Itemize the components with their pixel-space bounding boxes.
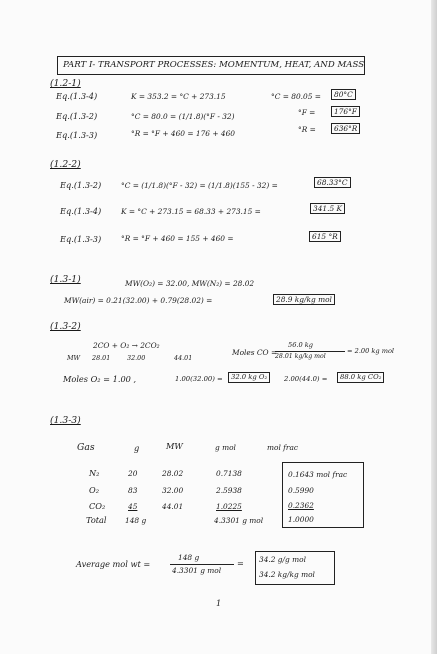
s5-header-g: g [134,443,140,453]
s5-avg-equals: = [237,558,244,568]
s1-row1-left: °C = 80.05 = [271,92,321,101]
s2-row3-answer: 615 °R [309,231,341,242]
s4-moles-co-result: = 2.00 kg mol [347,347,395,355]
s1-row2-expr: °C = 80.0 = (1/1.8)(°F - 32) [131,112,235,121]
s4-moles-co-den: 28.01 kg/kg mol [275,353,326,360]
s5-avg-answer-2: 34.2 kg/kg mol [259,570,315,579]
s3-line2: MW(air) = 0.21(32.00) + 0.79(28.02) = [64,296,213,305]
s5-row2-molfrac: 0.5990 [288,486,314,495]
s4-co2-expr: 2.00(44.0) = [284,375,328,383]
problem-label-3: (1.3-1) [50,274,81,285]
s4-mw-o2: 32.00 [127,354,146,362]
s5-row3-mw: 44.01 [162,502,184,511]
s1-row1-answer: 80°C [331,89,356,100]
s5-row2-mw: 32.00 [162,486,184,495]
s2-row2-eq: Eq.(1.3-4) [60,206,102,216]
problem-label-2: (1.2-2) [50,159,81,170]
s4-mw-co: 28.01 [92,354,111,362]
s5-total-molfrac: 1.0000 [288,515,314,524]
s5-total-label: Total [86,515,107,525]
s3-answer: 28.9 kg/kg mol [273,294,335,305]
s5-row2-gmol: 2.5938 [216,486,242,495]
s4-moles-o2: Moles O₂ = 1.00 , [63,374,137,384]
s5-avg-fraction-bar [170,564,234,565]
s2-row3-eq: Eq.(1.3-3) [60,234,102,244]
s5-row1-gmol: 0.7138 [216,469,242,478]
s5-header-gas: Gas [77,442,95,453]
s1-row3-left: °R = [298,125,316,134]
s4-moles-co-num: 56.0 kg [288,341,313,349]
s5-header-gmol: g mol [215,443,236,452]
problem-label-5: (1.3-3) [50,415,81,426]
s5-row3-molfrac: 0.2362 [288,501,314,510]
s2-row1-eq: Eq.(1.3-2) [60,180,102,190]
s4-mw-co2: 44.01 [174,354,193,362]
page-number: 1 [216,598,222,608]
s5-row1-molfrac: 0.1643 mol frac [288,470,348,479]
s2-row3-expr: °R = °F + 460 = 155 + 460 = [121,234,234,243]
s5-row1-g: 20 [128,469,138,478]
s5-avg-answer-1: 34.2 g/g mol [259,555,306,564]
s1-row1-expr: K = 353.2 = °C + 273.15 [131,92,226,101]
page-title: PART I- TRANSPORT PROCESSES: MOMENTUM, HEAT, AND MASS [63,60,365,70]
s4-o2-answer: 32.0 kg O₂ [228,372,270,383]
s5-row2-g: 83 [128,486,138,495]
s4-co2-answer: 88.0 kg CO₂ [337,372,384,383]
s5-total-gmol: 4.3301 g mol [214,516,264,525]
s5-row3-gmol: 1.0225 [216,502,242,511]
s5-row1-mw: 28.02 [162,469,184,478]
s5-mol-frac-box [282,462,364,528]
s5-header-mw: MW [166,441,183,451]
s1-row1-eq: Eq.(1.3-4) [56,91,98,101]
s1-row3-eq: Eq.(1.3-3) [56,130,98,140]
s5-avg-num: 148 g [178,553,200,562]
s5-header-molfrac: mol frac [267,443,298,452]
s5-row1-gas: N₂ [89,468,100,478]
s4-mw-label: MW [67,354,81,362]
problem-label-4: (1.3-2) [50,321,81,332]
s5-row3-g: 45 [128,502,138,511]
s1-row3-expr: °R = °F + 460 = 176 + 460 [131,129,235,138]
s2-row2-expr: K = °C + 273.15 = 68.33 + 273.15 = [121,207,261,216]
s5-avg-label: Average mol wt = [76,559,151,569]
s2-row1-expr: °C = (1/1.8)(°F - 32) = (1/1.8)(155 - 32) = [121,181,278,190]
s1-row2-left: °F = [298,108,316,117]
s2-row1-answer: 68.33°C [314,177,351,188]
s5-row3-gas: CO₂ [89,501,106,511]
page-edge-shadow [431,0,437,654]
problem-label-1: (1.2-1) [50,78,81,89]
s4-fraction-bar [275,351,345,352]
s4-o2-expr: 1.00(32.00) = [175,375,223,383]
s1-row2-eq: Eq.(1.3-2) [56,111,98,121]
s5-avg-den: 4.3301 g mol [172,566,222,575]
s3-line1: MW(O₂) = 32.00, MW(N₂) = 28.02 [125,279,255,288]
s1-row2-answer: 176°F [331,106,360,117]
s5-row2-gas: O₂ [89,485,99,495]
s4-moles-co-lhs: Moles CO = [232,348,278,357]
s1-row3-answer: 636°R [331,123,360,134]
s5-total-g: 148 g [125,516,147,525]
s4-reaction: 2CO + O₂ → 2CO₂ [93,341,160,350]
s2-row2-answer: 341.5 K [310,203,345,214]
